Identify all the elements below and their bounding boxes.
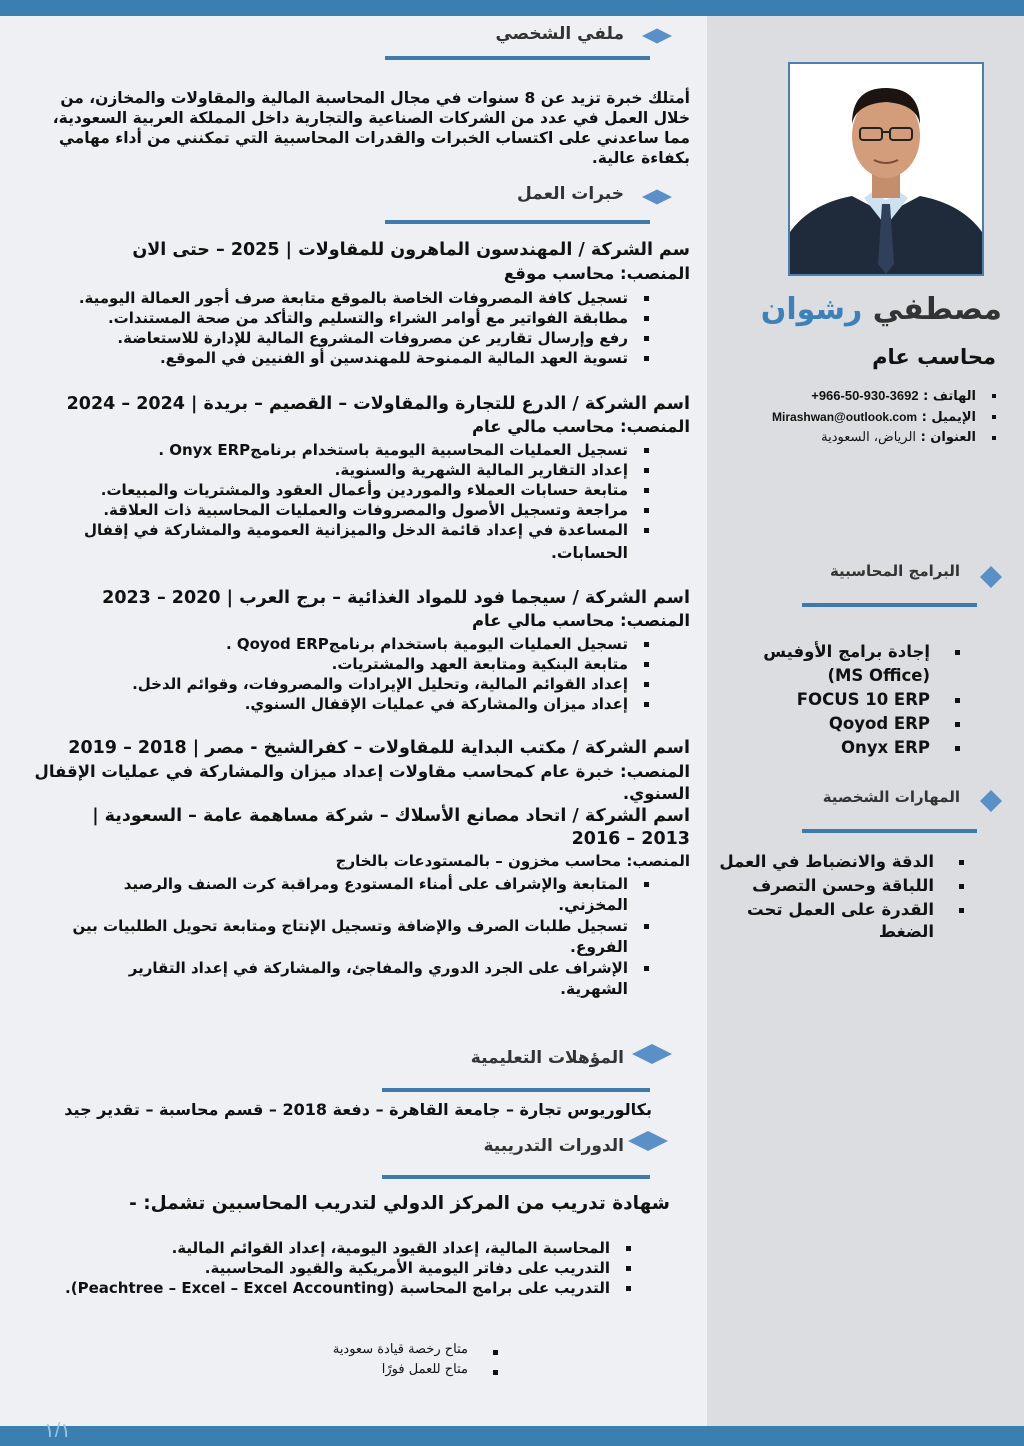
list-item: Onyx ERP xyxy=(797,736,968,760)
address-value: الرياض، السعودية xyxy=(821,430,917,445)
list-item: الإشراف على الجرد الدوري والمفاجئ، والمشاركة في إعداد التقارير xyxy=(129,958,654,978)
section-rule xyxy=(385,220,650,224)
section-rule xyxy=(382,1088,650,1092)
experience-title: خبرات العمل xyxy=(517,184,624,204)
job-company: اسم الشركة / اتحاد مصانع الأسلاك – شركة مساهمة عامة – السعودية | xyxy=(92,806,690,826)
job-company-continuation: 2013 – 2016 xyxy=(571,829,690,849)
job-company: سم الشركة / المهندسون الماهرون للمقاولات | 2025 – حتى الان xyxy=(132,240,690,260)
list-item: متاح رخصة قيادة سعودية xyxy=(333,1340,506,1360)
list-item: المتابعة والإشراف على أمناء المستودع ومراقبة كرت الصنف والرصيد xyxy=(124,874,654,894)
contact-info xyxy=(772,386,1004,448)
job-company: اسم الشركة / مكتب البداية للمقاولات – كفرالشيخ - مصر | 2018 – 2019 xyxy=(68,738,690,758)
software-item-continuation: (MS Office) xyxy=(827,666,930,685)
task-continuation: الشهرية. xyxy=(560,980,628,998)
list-item: إعداد التقارير المالية الشهرية والسنوية. xyxy=(84,460,654,480)
training-title: الدورات التدريبية xyxy=(483,1136,624,1156)
list-item: إجادة برامج الأوفيس xyxy=(763,640,968,664)
list-item: تسجيل العمليات المحاسبية اليومية باستخدام برنامجOnyx ERP . xyxy=(84,440,654,460)
job-tasks xyxy=(132,634,654,714)
list-item: تسجيل كافة المصروفات الخاصة بالموقع متابعة صرف أجور العمالة اليومية. xyxy=(79,288,654,308)
list-item: مراجعة وتسجيل الأصول والمصروفات والعمليات المحاسبية ذات العلاقة. xyxy=(84,500,654,520)
person-name xyxy=(761,292,1002,327)
first-name: مصطفي xyxy=(872,292,1002,327)
contact-phone: الهاتف : +966-50-930-3692 xyxy=(772,386,1004,407)
list-item: المساعدة في إعداد قائمة الدخل والميزانية العمومية والمشاركة في إقفال xyxy=(84,520,654,540)
email-value: Mirashwan@outlook.com xyxy=(772,410,918,424)
profile-photo xyxy=(788,62,984,276)
last-name: رشوان xyxy=(760,292,863,327)
task-continuation: المخزني. xyxy=(558,896,628,914)
list-item: متابعة حسابات العملاء والموردين وأعمال العقود والمشتريات والمبيعات. xyxy=(84,480,654,500)
section-diamond-icon xyxy=(632,1043,672,1065)
job-role: المنصب: محاسب مخزون – بالمستودعات بالخارج xyxy=(335,852,690,870)
list-item: تسجيل طلبات الصرف والإضافة وتسجيل الإنتاج ومتابعة تحويل الطلبيات بين xyxy=(73,916,654,936)
person-photo-icon xyxy=(790,64,982,274)
job-role: المنصب: محاسب مالي عام xyxy=(471,611,690,630)
list-item: الدقة والانضباط في العمل xyxy=(719,850,972,874)
job-tasks xyxy=(129,958,654,978)
availability-list xyxy=(333,1340,506,1380)
job-tasks xyxy=(73,916,654,936)
section-diamond-icon xyxy=(628,1130,668,1152)
skill-item-continuation: الضغط xyxy=(878,922,934,941)
job-role: المنصب: محاسب مالي عام xyxy=(471,417,690,436)
section-diamond-icon xyxy=(978,790,1004,812)
task-continuation: الفروع. xyxy=(569,938,628,956)
training-list xyxy=(65,1238,636,1298)
list-item: مطابقة الفواتير مع أوامر الشراء والتسليم والتأكد من صحة المستندات. xyxy=(79,308,654,328)
job-role-continuation: السنوي. xyxy=(622,784,690,803)
training-heading: شهادة تدريب من المركز الدولي لتدريب المحاسبين تشمل: - xyxy=(129,1193,670,1214)
section-diamond-icon xyxy=(642,188,672,206)
list-item: متاح للعمل فورًا xyxy=(333,1360,506,1380)
job-tasks xyxy=(124,874,654,894)
skills-list xyxy=(719,850,972,922)
software-title: البرامج المحاسبية xyxy=(829,562,960,580)
job-title: محاسب عام xyxy=(872,345,996,369)
list-item: التدريب على دفاتر اليومية الأمريكية والقيود المحاسبية. xyxy=(65,1258,636,1278)
contact-email: الإيميل : Mirashwan@outlook.com xyxy=(772,407,1004,428)
section-rule xyxy=(802,829,977,833)
skills-title: المهارات الشخصية xyxy=(822,788,960,806)
job-tasks xyxy=(79,288,654,368)
task-continuation: الحسابات. xyxy=(550,544,628,562)
list-item: إعداد ميزان والمشاركة في عمليات الإقفال السنوي. xyxy=(132,694,654,714)
software-list xyxy=(797,688,968,760)
section-rule xyxy=(802,603,977,607)
job-role: المنصب: خبرة عام كمحاسب مقاولات إعداد ميزان والمشاركة في عمليات الإقفال xyxy=(34,762,690,781)
section-rule xyxy=(382,1175,650,1179)
top-accent-bar xyxy=(0,0,1024,16)
profile-title: ملفي الشخصي xyxy=(495,24,624,44)
page-number: ١/١ xyxy=(44,1420,72,1442)
job-role: المنصب: محاسب موقع xyxy=(503,264,690,283)
list-item: Qoyod ERP xyxy=(797,712,968,736)
education-degree: بكالوريوس تجارة – جامعة القاهرة – دفعة 2018 – قسم محاسبة – تقدير جيد xyxy=(64,1100,652,1119)
list-item: اللباقة وحسن التصرف xyxy=(719,874,972,898)
list-item: رفع وإرسال تقارير عن مصروفات المشروع المالية للإدارة للاستعاضة. xyxy=(79,328,654,348)
job-company: اسم الشركة / الدرع للتجارة والمقاولات – القصيم – بريدة | 2024 – 2024 xyxy=(66,394,690,414)
list-item: القدرة على العمل تحت xyxy=(719,898,972,922)
contact-address: العنوان : الرياض، السعودية xyxy=(772,428,1004,448)
phone-value: +966-50-930-3692 xyxy=(811,388,919,403)
bottom-accent-bar xyxy=(0,1426,1024,1446)
section-diamond-icon xyxy=(642,27,672,45)
list-item: إعداد القوائم المالية، وتحليل الإيرادات والمصروفات، وقوائم الدخل. xyxy=(132,674,654,694)
list-item: تسوية العهد المالية الممنوحة للمهندسين أو الفنيين في الموقع. xyxy=(79,348,654,368)
list-item: التدريب على برامج المحاسبة (Peachtree – Excel – Excel Accounting). xyxy=(65,1278,636,1298)
list-item: تسجيل العمليات اليومية باستخدام برنامجQoyod ERP . xyxy=(132,634,654,654)
job-company: اسم الشركة / سيجما فود للمواد الغذائية – برج العرب | 2020 – 2023 xyxy=(102,588,690,608)
list-item: FOCUS 10 ERP xyxy=(797,688,968,712)
software-list xyxy=(763,640,968,664)
list-item: متابعة البنكية ومتابعة العهد والمشتريات. xyxy=(132,654,654,674)
list-item: المحاسبة المالية، إعداد القيود اليومية، إعداد القوائم المالية. xyxy=(65,1238,636,1258)
section-rule xyxy=(385,56,650,60)
job-tasks xyxy=(84,440,654,540)
section-diamond-icon xyxy=(978,566,1004,588)
education-title: المؤهلات التعليمية xyxy=(470,1048,624,1068)
